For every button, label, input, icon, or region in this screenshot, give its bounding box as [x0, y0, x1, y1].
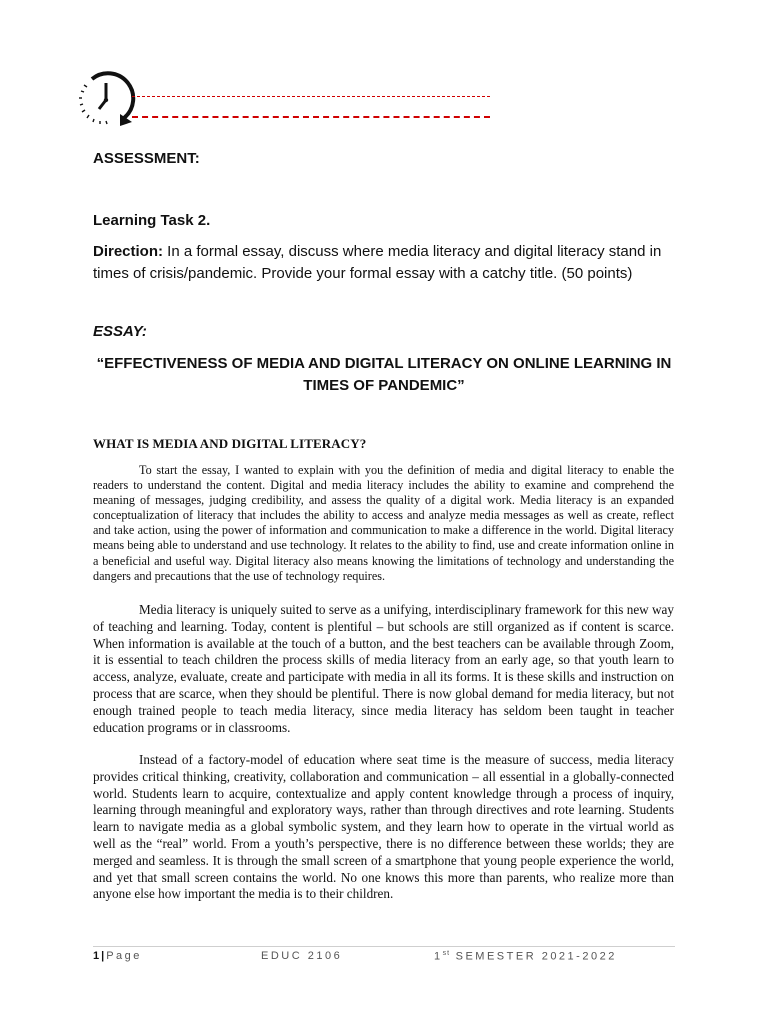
footer-page-number: 1 | Page	[93, 950, 142, 962]
direction-text	[93, 241, 683, 285]
essay-paragraph: To start the essay, I wanted to explain with you the definition of media and digital literacy to enable the readers to understand the content. Digital and media literacy includes the ability to examine and comprehend the meaning of messages, judging credibility, and assess the quality of a digital work. Media literacy is an expanded conceptualization of literacy that includes the ability to access and analyze media messages as well as create, reflect and take action, using the power of information and communication to make a difference in the world. Digital literacy means being able to understand and use technology. It relates to the ability to find, use and create information online in a beneficial and useful way. Digital literacy also means knowing the limitations of technology and understanding the dangers and precautions that the use of technology requires.	[93, 463, 674, 583]
essay-paragraph: Instead of a factory-model of education where seat time is the measure of success, media literacy provides critical thinking, creativity, collaboration and communication – all essential in a globally-connected world. Students learn to acquire, contextualize and apply content knowledge through a process of inquiry, learning through meaningful and exploratory ways, rather than through directives and rote learning. Students learn to navigate media as a global symbolic system, and they learn how to operate in the virtual world as well as the “real” world. From a youth’s perspective, there is no difference between these worlds; they are merged and seamless. It is through the small screen of a smartphone that young people experience the world, and yet that small screen contains the world. No one knows this more than parents, who realize more than anyone else how important the media is to their children.	[93, 752, 674, 902]
learning-task-title: Learning Task 2.	[93, 212, 211, 229]
footer-divider	[93, 946, 675, 947]
header-dashed-line	[132, 96, 490, 97]
essay-title: “EFFECTIVENESS OF MEDIA AND DIGITAL LITERACY ON ONLINE LEARNING IN TIMES OF PANDEMIC”	[96, 355, 672, 394]
header-dashed-line	[132, 116, 490, 118]
assessment-heading: ASSESSMENT:	[93, 150, 200, 167]
section-heading: WHAT IS MEDIA AND DIGITAL LITERACY?	[93, 436, 367, 451]
footer-semester: 1st SEMESTER 2021-2022	[434, 950, 617, 963]
essay-paragraph: Media literacy is uniquely suited to serve as a unifying, interdisciplinary framework for this new way of teaching and learning. Today, content is plentiful – but schools are still organized as if content is scarce. When information is available at the touch of a button, and the best teachers can be available through Zoom, it is essential to teach children the process skills of media literacy from an early age, so that youth learn to access, analyze, evaluate, create and participate with media in all its forms. It is these skills and instruction on process that are scarce, when they should be plentiful. There is now global demand for media literacy, but not enough trained people to teach media literacy, since media literacy has seldom been taught in teacher education programs or in classrooms.	[93, 602, 674, 735]
essay-label: ESSAY:	[93, 323, 147, 340]
direction-label: Direction:	[93, 243, 164, 260]
clock-icon	[76, 70, 140, 128]
direction-body: In a formal essay, discuss where media literacy and digital literacy stand in times of crisis/pandemic. Provide your formal essay with a catchy title. (50 points)	[93, 243, 662, 282]
footer-course: EDUC 2106	[261, 950, 343, 962]
